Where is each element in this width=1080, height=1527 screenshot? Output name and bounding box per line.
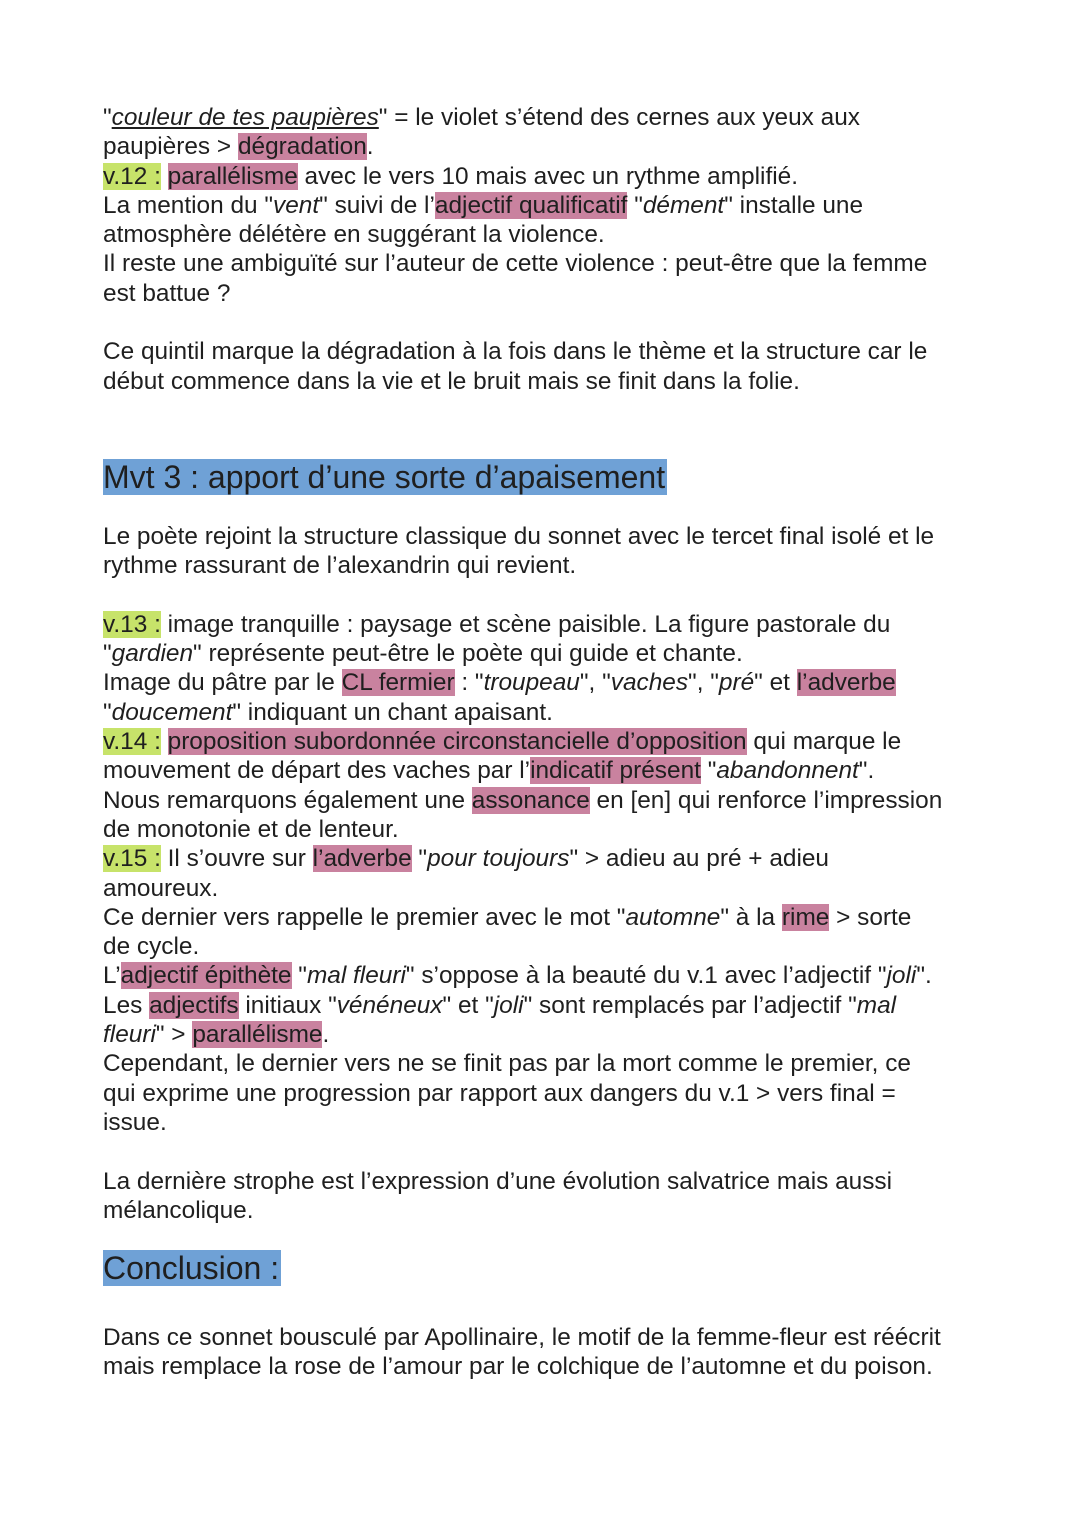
text-line: v.13 : image tranquille : paysage et scène paisible. La figure pastorale du <box>103 610 891 638</box>
verse-tag: v.15 : <box>103 845 161 873</box>
text-line: de monotonie et de lenteur. <box>103 815 399 843</box>
text-line: Dans ce sonnet bousculé par Apollinaire, le motif de la femme-fleur est réécrit <box>103 1324 941 1352</box>
paragraph-strophe-summary <box>103 1167 1003 1226</box>
text-line: "doucement" indiquant un chant apaisant. <box>103 698 553 726</box>
highlight-term: rime <box>781 903 830 931</box>
text-line: mélancolique. <box>103 1196 254 1224</box>
text-line: La dernière strophe est l’expression d’une évolution salvatrice mais aussi <box>103 1167 893 1195</box>
highlight-term: parallélisme <box>167 162 298 190</box>
text-line: fleuri" > parallélisme. <box>103 1021 330 1049</box>
text-line: Nous remarquons également une assonance en [en] qui renforce l’impression <box>103 786 943 814</box>
verse-tag: v.13 : <box>103 610 161 638</box>
highlight-term: adjectifs <box>149 991 239 1019</box>
text-line: L’adjectif épithète "mal fleuri" s’oppose à la beauté du v.1 avec l’adjectif "joli". <box>103 962 932 990</box>
text-line: v.15 : Il s’ouvre sur l’adverbe "pour toujours" > adieu au pré + adieu <box>103 845 829 873</box>
paragraph-tercet-intro <box>103 522 1003 581</box>
highlight-term: adjectif qualificatif <box>434 191 628 219</box>
text-line: amoureux. <box>103 874 219 902</box>
section-heading-mvt3: Mvt 3 : apport d’une sorte d’apaisement <box>103 458 666 495</box>
text-line: paupières > dégradation. <box>103 133 374 161</box>
paragraph-analysis-v11-v12 <box>103 103 1003 308</box>
text-line: Image du pâtre par le CL fermier : "troupeau", "vaches", "pré" et l’adverbe <box>103 669 896 697</box>
text-line: qui exprime une progression par rapport aux dangers du v.1 > vers final = <box>103 1079 896 1107</box>
text-line: atmosphère délétère en suggérant la violence. <box>103 221 605 249</box>
highlight-term: l’adverbe <box>312 845 412 873</box>
verse-tag: v.14 : <box>103 728 161 756</box>
paragraph-conclusion <box>103 1323 1003 1382</box>
text-line: mais remplace la rose de l’amour par le colchique de l’automne et du poison. <box>103 1353 933 1381</box>
text-line: v.12 : parallélisme avec le vers 10 mais avec un rythme amplifié. <box>103 162 798 190</box>
highlight-term: CL fermier <box>341 669 455 697</box>
text-line: Ce dernier vers rappelle le premier avec le mot "automne" à la rime > sorte <box>103 903 912 931</box>
text-line: "couleur de tes paupières" = le violet s’étend des cernes aux yeux aux <box>103 104 860 131</box>
text-line: "gardien" représente peut-être le poète qui guide et chante. <box>103 640 743 668</box>
highlight-term: assonance <box>471 786 590 814</box>
text-line: v.14 : proposition subordonnée circonstancielle d’opposition qui marque le <box>103 728 902 756</box>
text-line: Ce quintil marque la dégradation à la fois dans le thème et la structure car le <box>103 338 928 366</box>
paragraph-analysis-v13-v15 <box>103 610 1003 1137</box>
text-line: Le poète rejoint la structure classique du sonnet avec le tercet final isolé et le <box>103 522 935 550</box>
text-line: mouvement de départ des vaches par l’indicatif présent "abandonnent". <box>103 757 875 785</box>
text-line: La mention du "vent" suivi de l’adjectif qualificatif "dément" installe une <box>103 191 864 219</box>
section-heading-conclusion: Conclusion : <box>103 1250 280 1287</box>
text-line: Il reste une ambiguïté sur l’auteur de cette violence : peut-être que la femme <box>103 250 928 278</box>
text-line: début commence dans la vie et le bruit mais se finit dans la folie. <box>103 367 800 395</box>
highlight-term: parallélisme <box>192 1021 323 1049</box>
highlight-term: l’adverbe <box>796 669 896 697</box>
highlight-term: adjectif épithète <box>120 962 292 990</box>
text-line: rythme rassurant de l’alexandrin qui revient. <box>103 552 577 580</box>
highlight-term: proposition subordonnée circonstancielle d’opposition <box>167 728 747 756</box>
text-line: Les adjectifs initiaux "vénéneux" et "joli" sont remplacés par l’adjectif "mal <box>103 991 897 1019</box>
paragraph-quintil-summary <box>103 337 1003 396</box>
text-line: issue. <box>103 1108 167 1136</box>
document-page <box>103 103 1003 1382</box>
text-line: est battue ? <box>103 279 231 307</box>
text-line: de cycle. <box>103 933 200 961</box>
verse-tag: v.12 : <box>103 162 161 190</box>
text-line: Cependant, le dernier vers ne se finit pas par la mort comme le premier, ce <box>103 1050 911 1078</box>
highlight-term: indicatif présent <box>530 757 701 785</box>
highlight-term: dégradation <box>237 133 367 161</box>
